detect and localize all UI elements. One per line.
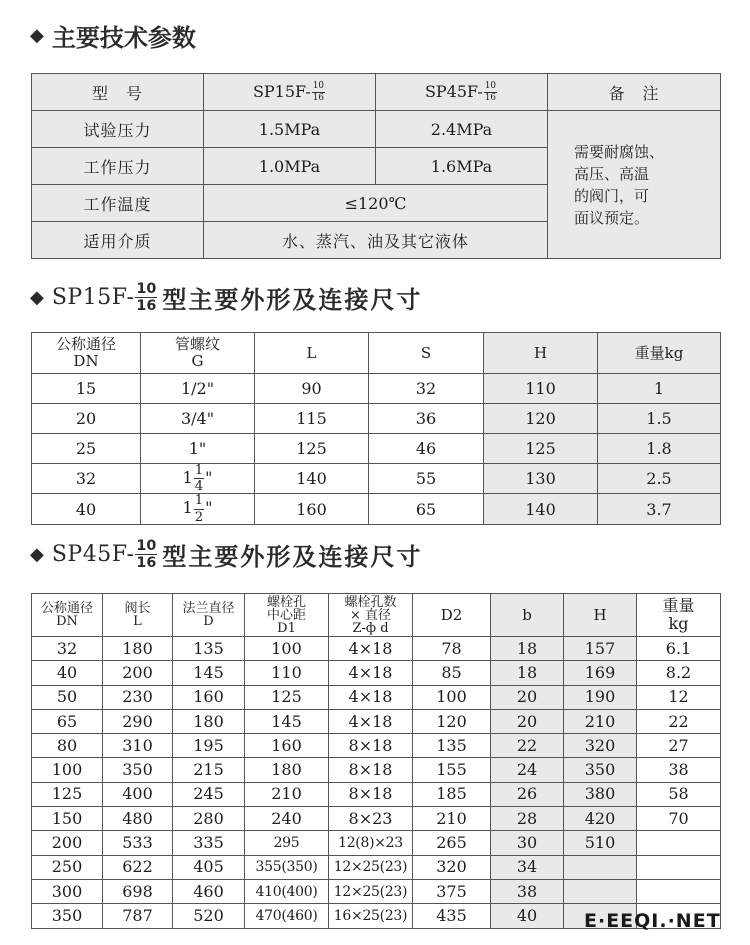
fraction-numerator: 10	[312, 80, 325, 91]
cell-length: 787	[103, 904, 173, 928]
cell-bolt-center: 145	[245, 709, 329, 733]
model-prefix: SP15F-	[51, 285, 135, 310]
table-row	[32, 685, 721, 709]
row-label: 适用介质	[32, 222, 204, 259]
fraction-denominator: 16	[312, 92, 325, 103]
table-cell: 2.4MPa	[376, 111, 548, 148]
cell-dn: 150	[32, 807, 103, 831]
cell-b: 18	[491, 661, 564, 685]
pressure-fraction	[135, 282, 157, 314]
note-line: 的阀门，可	[574, 186, 650, 205]
section-title-text: 型主要外形及连接尺寸	[162, 543, 423, 571]
table-header-row	[32, 594, 721, 637]
cell-l: 160	[255, 494, 369, 524]
header-model: 型 号	[32, 74, 204, 111]
cell-h	[564, 879, 637, 903]
cell-s: 32	[369, 374, 484, 404]
header-dn: 公称通径 DN	[32, 333, 141, 374]
cell-h: 190	[564, 685, 637, 709]
cell-s: 55	[369, 464, 484, 494]
cell-h: 420	[564, 807, 637, 831]
cell-dn: 25	[32, 434, 141, 464]
cell-weight: 12	[637, 685, 721, 709]
site-watermark: E·EEQI.·NET	[584, 910, 721, 932]
cell-b: 20	[491, 709, 564, 733]
cell-flange-diameter: 335	[173, 831, 245, 855]
table-row	[32, 831, 721, 855]
header-bolt-center: 螺栓孔 中心距 D1	[245, 594, 329, 637]
header-h: H	[484, 333, 598, 374]
cell-bolt-count: 8×18	[329, 758, 413, 782]
sp15f-dimensions-table	[31, 332, 721, 525]
table-row	[32, 404, 721, 434]
cell-bolt-count: 4×18	[329, 709, 413, 733]
cell-length: 200	[103, 661, 173, 685]
table-row	[32, 709, 721, 733]
cell-bolt-count: 8×18	[329, 782, 413, 806]
cell-bolt-center: 110	[245, 661, 329, 685]
fraction-numerator: 10	[136, 280, 157, 297]
cell-b: 18	[491, 637, 564, 661]
cell-dn: 125	[32, 782, 103, 806]
model-prefix: SP45F-	[51, 542, 135, 567]
cell-h: 380	[564, 782, 637, 806]
header-weight: 重量kg	[598, 333, 721, 374]
header-bolt-count: 螺栓孔数 × 直径 Z-ф d	[329, 594, 413, 637]
cell-weight: 22	[637, 709, 721, 733]
cell-h: 140	[484, 494, 598, 524]
cell-flange-diameter: 145	[173, 661, 245, 685]
cell-d2: 85	[413, 661, 491, 685]
cell-h: 125	[484, 434, 598, 464]
cell-length: 533	[103, 831, 173, 855]
cell-bolt-center: 160	[245, 734, 329, 758]
table-row	[32, 374, 721, 404]
cell-weight: 3.7	[598, 494, 721, 524]
cell-dn: 40	[32, 661, 103, 685]
cell-dn: 32	[32, 637, 103, 661]
cell-thread: 1 $\frac{1}{4}$ "	[141, 464, 255, 494]
header-b: b	[491, 594, 564, 637]
header-d2: D2	[413, 594, 491, 637]
cell-d2: 265	[413, 831, 491, 855]
diamond-bullet-icon: ◆	[30, 287, 44, 308]
cell-b: 34	[491, 855, 564, 879]
cell-bolt-center: 180	[245, 758, 329, 782]
cell-length: 310	[103, 734, 173, 758]
cell-d2: 100	[413, 685, 491, 709]
row-label: 工作温度	[32, 185, 204, 222]
cell-weight: 1.8	[598, 434, 721, 464]
cell-weight	[637, 879, 721, 903]
cell-flange-diameter: 405	[173, 855, 245, 879]
note-cell	[548, 111, 721, 259]
cell-dn: 80	[32, 734, 103, 758]
model-prefix: SP15F-	[252, 81, 311, 101]
cell-flange-diameter: 520	[173, 904, 245, 928]
cell-bolt-count: 4×18	[329, 637, 413, 661]
cell-b: 38	[491, 879, 564, 903]
table-row	[32, 758, 721, 782]
cell-length: 480	[103, 807, 173, 831]
cell-l: 115	[255, 404, 369, 434]
cell-weight: 2.5	[598, 464, 721, 494]
cell-d2: 210	[413, 807, 491, 831]
table-row	[32, 879, 721, 903]
cell-bolt-count: 16×25(23)	[329, 904, 413, 928]
cell-flange-diameter: 215	[173, 758, 245, 782]
cell-h: 350	[564, 758, 637, 782]
row-label: 试验压力	[32, 111, 204, 148]
cell-length: 622	[103, 855, 173, 879]
cell-h: 510	[564, 831, 637, 855]
table-row	[32, 494, 721, 524]
cell-b: 26	[491, 782, 564, 806]
cell-flange-diameter: 160	[173, 685, 245, 709]
header-weight: 重量 kg	[637, 594, 721, 637]
cell-d2: 120	[413, 709, 491, 733]
table-row	[32, 661, 721, 685]
cell-d2: 155	[413, 758, 491, 782]
cell-dn: 32	[32, 464, 141, 494]
section-title-sp45f	[30, 537, 422, 572]
header-note: 备 注	[548, 74, 721, 111]
note-line: 高压、高温	[574, 164, 650, 183]
cell-flange-diameter: 245	[173, 782, 245, 806]
cell-thread: 3/4"	[141, 404, 255, 434]
table-cell: 1.0MPa	[204, 148, 376, 185]
table-cell: 1.5MPa	[204, 111, 376, 148]
cell-flange-diameter: 460	[173, 879, 245, 903]
cell-dn: 65	[32, 709, 103, 733]
header-s: S	[369, 333, 484, 374]
table-cell: 1.6MPa	[376, 148, 548, 185]
cell-length: 350	[103, 758, 173, 782]
cell-bolt-count: 12×25(23)	[329, 855, 413, 879]
cell-bolt-center: 210	[245, 782, 329, 806]
table-row	[32, 111, 721, 148]
fraction-numerator: 10	[484, 80, 497, 91]
cell-bolt-center: 410(400)	[245, 879, 329, 903]
cell-d2: 320	[413, 855, 491, 879]
table-row	[32, 734, 721, 758]
tech-params-table	[31, 73, 721, 259]
header-model-sp15f	[204, 74, 376, 111]
cell-bolt-count: 4×18	[329, 685, 413, 709]
cell-d2: 135	[413, 734, 491, 758]
cell-h: 210	[564, 709, 637, 733]
fraction-denominator: 16	[484, 92, 497, 103]
cell-length: 290	[103, 709, 173, 733]
cell-bolt-count: 8×18	[329, 734, 413, 758]
note-line: 需要耐腐蚀、	[574, 142, 665, 161]
cell-d2: 185	[413, 782, 491, 806]
table-row	[32, 464, 721, 494]
cell-weight: 27	[637, 734, 721, 758]
cell-length: 400	[103, 782, 173, 806]
cell-h: 120	[484, 404, 598, 434]
cell-thread: 1/2"	[141, 374, 255, 404]
cell-bolt-center: 100	[245, 637, 329, 661]
header-flange-diameter: 法兰直径 D	[173, 594, 245, 637]
cell-b: 20	[491, 685, 564, 709]
cell-bolt-center: 355(350)	[245, 855, 329, 879]
cell-h: 157	[564, 637, 637, 661]
cell-flange-diameter: 280	[173, 807, 245, 831]
cell-dn: 15	[32, 374, 141, 404]
cell-dn: 100	[32, 758, 103, 782]
cell-s: 65	[369, 494, 484, 524]
table-row	[32, 434, 721, 464]
cell-weight: 58	[637, 782, 721, 806]
cell-weight: 8.2	[637, 661, 721, 685]
cell-l: 90	[255, 374, 369, 404]
cell-b: 30	[491, 831, 564, 855]
section-title-tech-params	[30, 18, 196, 53]
header-model-sp45f	[376, 74, 548, 111]
cell-weight: 70	[637, 807, 721, 831]
header-h: H	[564, 594, 637, 637]
section-title-text: 主要技术参数	[51, 24, 196, 52]
diamond-bullet-icon: ◆	[30, 544, 44, 565]
table-row	[32, 807, 721, 831]
cell-d2: 375	[413, 879, 491, 903]
cell-dn: 250	[32, 855, 103, 879]
pressure-fraction	[484, 82, 497, 103]
header-l: L	[255, 333, 369, 374]
table-cell: ≤120℃	[204, 185, 548, 222]
cell-dn: 350	[32, 904, 103, 928]
table-row	[32, 855, 721, 879]
cell-thread: 1 $\frac{1}{2}$ "	[141, 494, 255, 524]
header-length: 阀长 L	[103, 594, 173, 637]
cell-l: 140	[255, 464, 369, 494]
cell-dn: 300	[32, 879, 103, 903]
section-title-sp15f	[30, 280, 422, 315]
row-label: 工作压力	[32, 148, 204, 185]
cell-b: 24	[491, 758, 564, 782]
cell-b: 28	[491, 807, 564, 831]
cell-bolt-count: 4×18	[329, 661, 413, 685]
cell-h	[564, 855, 637, 879]
cell-weight	[637, 855, 721, 879]
cell-dn: 200	[32, 831, 103, 855]
cell-bolt-center: 125	[245, 685, 329, 709]
cell-d2: 435	[413, 904, 491, 928]
cell-b: 22	[491, 734, 564, 758]
cell-h: 130	[484, 464, 598, 494]
cell-length: 698	[103, 879, 173, 903]
cell-flange-diameter: 135	[173, 637, 245, 661]
fraction-denominator: 16	[136, 555, 157, 571]
model-prefix: SP45F-	[424, 81, 483, 101]
note-line: 面议预定。	[574, 208, 650, 227]
table-cell: 水、蒸汽、油及其它液体	[204, 222, 548, 259]
diamond-bullet-icon: ◆	[30, 25, 44, 46]
cell-flange-diameter: 195	[173, 734, 245, 758]
cell-bolt-count: 12(8)×23	[329, 831, 413, 855]
cell-d2: 78	[413, 637, 491, 661]
header-thread: 管螺纹 G	[141, 333, 255, 374]
cell-length: 230	[103, 685, 173, 709]
pressure-fraction	[312, 82, 325, 103]
cell-h: 110	[484, 374, 598, 404]
cell-bolt-center: 470(460)	[245, 904, 329, 928]
cell-s: 36	[369, 404, 484, 434]
cell-h: 169	[564, 661, 637, 685]
cell-weight: 38	[637, 758, 721, 782]
cell-l: 125	[255, 434, 369, 464]
cell-dn: 20	[32, 404, 141, 434]
section-title-text: 型主要外形及连接尺寸	[162, 286, 423, 314]
fraction-numerator: 10	[136, 537, 157, 554]
table-row	[32, 782, 721, 806]
fraction-denominator: 16	[136, 298, 157, 314]
cell-s: 46	[369, 434, 484, 464]
cell-bolt-count: 12×25(23)	[329, 879, 413, 903]
cell-bolt-center: 295	[245, 831, 329, 855]
cell-weight	[637, 831, 721, 855]
cell-length: 180	[103, 637, 173, 661]
cell-dn: 40	[32, 494, 141, 524]
cell-bolt-count: 8×23	[329, 807, 413, 831]
cell-weight: 1	[598, 374, 721, 404]
cell-weight: 1.5	[598, 404, 721, 434]
header-dn: 公称通径 DN	[32, 594, 103, 637]
cell-weight: 6.1	[637, 637, 721, 661]
cell-h: 320	[564, 734, 637, 758]
cell-thread: 1"	[141, 434, 255, 464]
table-header-row	[32, 333, 721, 374]
table-row	[32, 637, 721, 661]
cell-flange-diameter: 180	[173, 709, 245, 733]
cell-dn: 50	[32, 685, 103, 709]
cell-b: 40	[491, 904, 564, 928]
table-header-row	[32, 74, 721, 111]
pressure-fraction	[135, 539, 157, 571]
sp45f-dimensions-table	[31, 593, 721, 929]
cell-bolt-center: 240	[245, 807, 329, 831]
